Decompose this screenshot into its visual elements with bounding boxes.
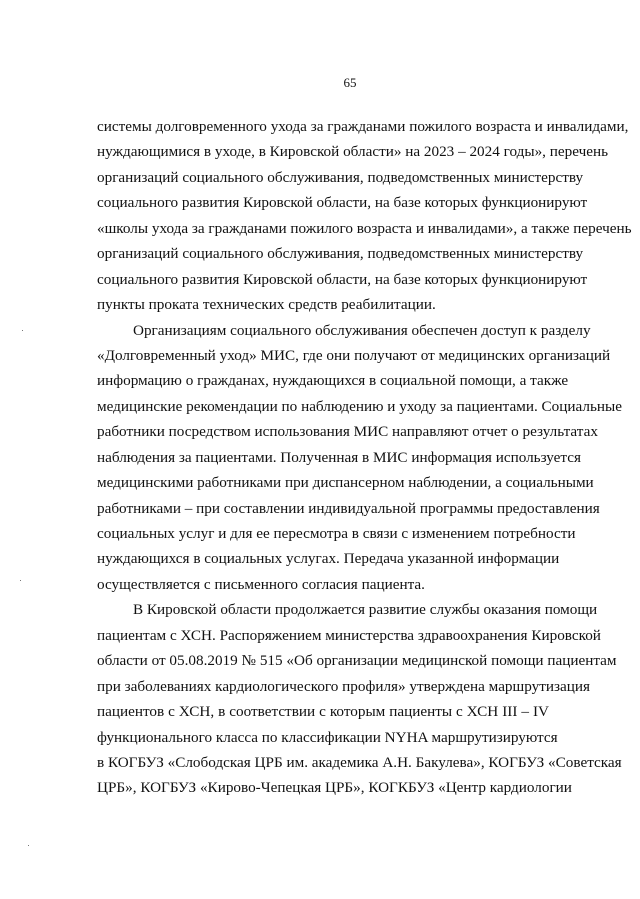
document-body — [97, 114, 632, 801]
text-line: при заболеваниях кардиологического профиля» утверждена маршрутизация — [97, 677, 590, 695]
page-number: 65 — [343, 75, 357, 90]
text-line: нуждающихся в социальных услугах. Передача указанной информации — [97, 550, 560, 568]
text-line: наблюдения за пациентами. Полученная в МИС информация используется — [97, 448, 581, 466]
text-line: «школы ухода за гражданами пожилого возраста и инвалидами», а также перечень — [97, 219, 632, 237]
text-line: информацию о гражданах, нуждающихся в социальной помощи, а также — [97, 372, 569, 390]
paragraph — [97, 318, 622, 598]
text-line: пациентам с ХСН. Распоряжением министерства здравоохранения Кировской — [97, 626, 601, 644]
text-line: области от 05.08.2019 № 515 «Об организации медицинской помощи пациентам — [97, 652, 617, 670]
text-line: работниками – при составлении индивидуальной программы предоставления — [97, 499, 600, 517]
text-line: осуществляется с письменного согласия пациента. — [97, 575, 425, 593]
text-line: социального развития Кировской области, на базе которых функционируют — [97, 270, 588, 288]
scan-speck — [22, 330, 23, 331]
text-line: нуждающимися в уходе, в Кировской области» на 2023 – 2024 годы», перечень — [97, 143, 609, 161]
text-line: социальных услуг и для ее пересмотра в связи с изменением потребности — [97, 525, 576, 542]
text-line: медицинские рекомендации по наблюдению и уходу за пациентами. Социальные — [97, 397, 622, 415]
paragraph — [97, 597, 622, 801]
text-line: пункты проката технических средств реабилитации. — [97, 296, 436, 314]
text-line: системы долговременного ухода за гражданами пожилого возраста и инвалидами, — [97, 118, 629, 135]
scan-speck — [28, 845, 29, 846]
text-line: организаций социального обслуживания, подведомственных министерству — [97, 168, 584, 186]
scan-speck — [20, 580, 21, 581]
text-line: в КОГБУЗ «Слободская ЦРБ им. академика А.Н. Бакулева», КОГБУЗ «Советская — [97, 753, 622, 771]
text-line: организаций социального обслуживания, подведомственных министерству — [97, 245, 584, 263]
text-line: «Долговременный уход» МИС, где они получают от медицинских организаций — [97, 346, 611, 364]
text-line: Организациям социального обслуживания обеспечен доступ к разделу — [133, 321, 591, 339]
text-line: ЦРБ», КОГБУЗ «Кирово-Чепецкая ЦРБ», КОГКБУЗ «Центр кардиологии — [97, 779, 572, 797]
text-line: функционального класса по классификации NYHA маршрутизируются — [97, 728, 558, 746]
text-line: работники посредством использования МИС направляют отчет о результатах — [97, 423, 598, 441]
text-line: медицинскими работниками при диспансерном наблюдении, а социальными — [97, 474, 594, 492]
paragraph — [97, 114, 632, 318]
text-line: пациентов с ХСН, в соответствии с которым пациенты с ХСН III – IV — [97, 703, 549, 721]
text-line: В Кировской области продолжается развитие службы оказания помощи — [133, 601, 598, 619]
text-line: социального развития Кировской области, на базе которых функционируют — [97, 194, 588, 212]
